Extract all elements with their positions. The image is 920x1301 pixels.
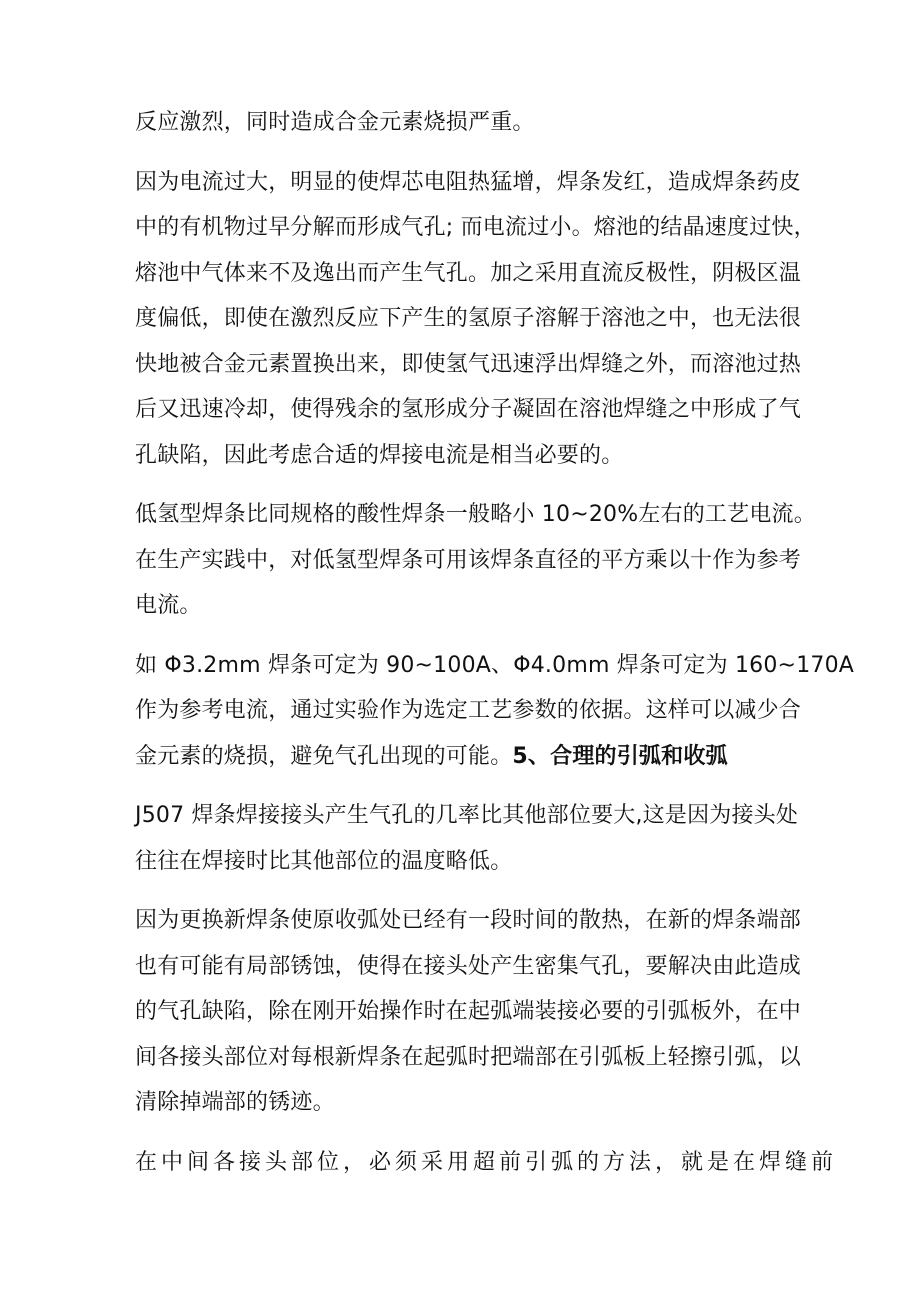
text-line: 快地被合金元素置换出来，即使氢气迅速浮出焊缝之外，而溶池过热 xyxy=(135,351,802,377)
text-line: 低氢型焊条比同规格的酸性焊条一般略小 10~20%左右的工艺电流。 xyxy=(135,502,816,527)
text-segment: 金元素的烧损，避免气孔出现的可能。 xyxy=(135,743,513,769)
text-line: 度偏低，即使在激烈反应下产生的氢原子溶解于溶池之中，也无法很 xyxy=(135,306,802,331)
text-line: 因为更换新焊条使原收弧处已经有一段时间的散热，在新的焊条端部 xyxy=(135,908,802,933)
text-line: 在中间各接头部位，必须采用超前引弧的方法，就是在焊缝前 xyxy=(135,1149,838,1175)
text-line: 中的有机物过早分解而形成气孔; 而电流过小。熔池的结晶速度过快， xyxy=(135,215,816,240)
paragraph-3 xyxy=(135,492,816,629)
text-line: 清除掉端部的锈迹。 xyxy=(135,1090,335,1115)
paragraph-1 xyxy=(135,100,795,146)
text-line: 也有可能有局部锈蚀，使得在接头处产生密集气孔，要解决由此造成 xyxy=(135,953,802,979)
text-line-mixed xyxy=(135,734,795,780)
text-line: 熔池中气体来不及逸出而产生气孔。加之采用直流反极性，阴极区温 xyxy=(135,260,802,286)
text-line: 因为电流过大，明显的使焊芯电阻热猛增，焊条发红，造成焊条药皮 xyxy=(135,169,802,195)
text-line: 的气孔缺陷，除在刚开始操作时在起弧端装接必要的引弧板外，在中 xyxy=(135,999,802,1024)
paragraph-6 xyxy=(135,898,802,1126)
text-line: 在生产实践中，对低氢型焊条可用该焊条直径的平方乘以十作为参考 xyxy=(135,547,802,573)
text-line: 孔缺陷，因此考虑合适的焊接电流是相当必要的。 xyxy=(135,442,624,468)
text-line: 后又迅速冷却，使得残余的氢形成分子凝固在溶池焊缝之中形成了气 xyxy=(135,397,802,422)
paragraph-2 xyxy=(135,160,816,479)
text-line: 反应激烈，同时造成合金元素烧损严重。 xyxy=(135,110,535,135)
document-page xyxy=(135,100,855,1199)
text-line: 电流。 xyxy=(135,593,202,618)
paragraph-7 xyxy=(135,1140,838,1186)
text-line: 作为参考电流，通过实验作为选定工艺参数的依据。这样可以减少合 xyxy=(135,698,802,723)
paragraph-4 xyxy=(135,643,855,780)
text-line: 间各接头部位对每根新焊条在起弧时把端部在引弧板上轻擦引弧，以 xyxy=(135,1044,802,1070)
paragraph-5 xyxy=(135,793,799,884)
text-line: 往往在焊接时比其他部位的温度略低。 xyxy=(135,848,513,874)
text-line: J507 焊条焊接接头产生气孔的几率比其他部位要大,这是因为接头处 xyxy=(135,803,799,828)
section-heading: 5、合理的引弧和收弧 xyxy=(512,743,728,769)
text-line: 如 Φ3.2mm 焊条可定为 90~100A、Φ4.0mm 焊条可定为 160~170A xyxy=(135,652,855,678)
